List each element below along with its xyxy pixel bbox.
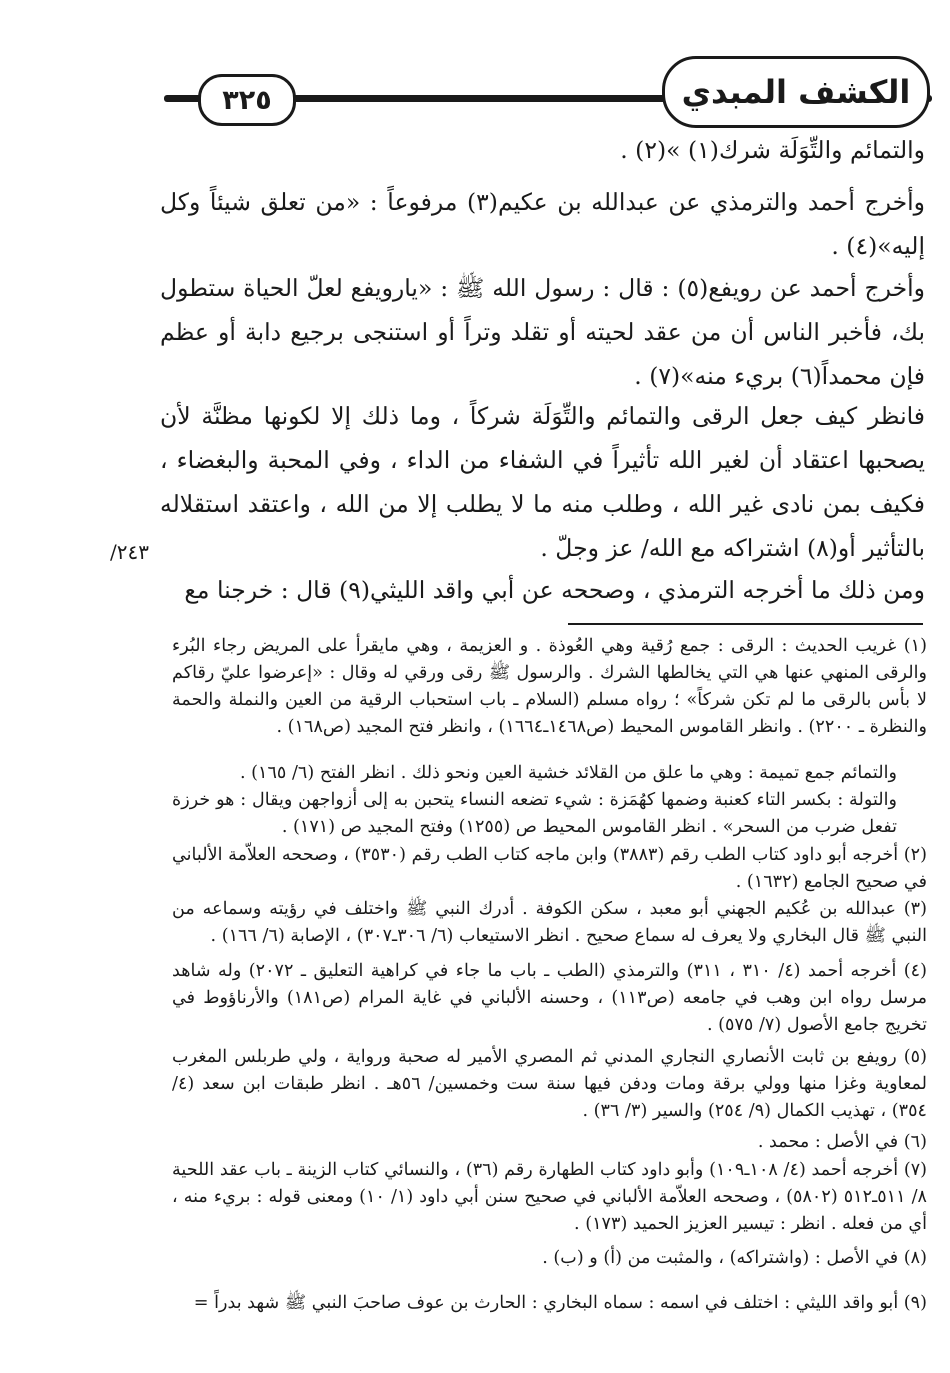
body-paragraph-5: ومن ذلك ما أخرجه الترمذي ، وصححه عن أبي واقد الليثي(٩) قال : خرجنا مع: [184, 576, 925, 604]
footnote-7: (٧) أخرجه أحمد (٤/ ١٠٨ـ١٠٩) وأبو داود كتاب الطهارة رقم (٣٦) ، والنسائي كتاب الزينة ـ باب عقد اللحية ٨/ ٥١١ـ٥١٢ (٥٨٠٢) ، وصححه العلاّمة الألباني في صحيح سنن أبي داود (١/ ١٠) ومعنى قوله : بريء منه ، أي من فعله . انظر : تيسير العزيز الحميد (١٧٣) .: [172, 1160, 928, 1234]
footnote-3: (٣) عبدالله بن عُكيم الجهني أبو معبد ، سكن الكوفة . أدرك النبي ﷺ واختلف في رؤيته وسماعه من النبي ﷺ قال البخاري ولا يعرف له سماع صحيح . انظر الاستيعاب (٦/ ٣٠٦ـ٣٠٧) ، الإصابة (٦/ ١٦٦) .: [172, 899, 927, 946]
footnote-8: (٨) في الأصل : (واشتراكه) ، والمثبت من (أ) و (ب) .: [542, 1248, 927, 1268]
body-paragraph-3: وأخرج أحمد عن رويفع(٥) : قال : رسول الله ﷺ : «يارويفع لعلّ الحياة ستطول بك، فأخبر الناس أن من عقد لحيته أو تقلد وتراً أو استنجى برجيع دابة أو عظم فإن محمداً(٦) بريء منه»(٧) .: [160, 274, 925, 390]
footnote-6: (٦) في الأصل : محمد .: [757, 1132, 927, 1152]
running-title: الكشف المبدي: [681, 73, 911, 111]
footnote-2: (٢) أخرجه أبو داود كتاب الطب رقم (٣٨٨٣) وابن ماجه كتاب الطب رقم (٣٥٣٠) ، وصححه العلاّمة الألباني في صحيح الجامع (١٦٣٢) .: [172, 845, 927, 892]
footnote-4: (٤) أخرجه أحمد (٤/ ٣١٠ ، ٣١١) والترمذي (الطب ـ باب ما جاء في كراهية التعليق ـ ٢٠٧٢) وله شاهد مرسل رواه ابن وهب في جامعه (ص١١٣) ، وحسنه الألباني في غاية المرام (ص١٨١) والأرناؤوط في تخريج جامع الأصول (٧/ ٥٧٥) .: [172, 961, 927, 1035]
page-number-badge: [198, 74, 296, 126]
footnote-1-tamaim: والتمائم جمع تميمة : وهي ما علق من القلائد خشية العين ونحو ذلك . انظر الفتح (٦/ ١٦٥) .: [239, 763, 897, 783]
page-number: ٣٢٥: [222, 84, 272, 116]
running-title-badge: [662, 56, 930, 128]
manuscript-folio-note: ٢٤٣/: [110, 540, 149, 564]
body-paragraph-4: فانظر كيف جعل الرقى والتمائم والتِّوَلَة شركاً ، وما ذلك إلا لكونها مظنَّة لأن يصحبها اعتقاد أن لغير الله تأثيراً في الشفاء من الداء ، وفي المحبة والبغضاء ، فكيف بمن نادى غير الله ، وطلب منه ما لا يطلب إلا من الله ، واعتقد استقلاله بالتأثير أو(٨) اشتراكه مع الله/ عز وجلّ .: [160, 402, 925, 562]
footnote-9: (٩) أبو واقد الليثي : اختلف في اسمه : سماه البخاري : الحارث بن عوف صاحبَ النبي ﷺ شهد بدراً =: [193, 1293, 927, 1313]
footnote-1: (١) غريب الحديث : الرقى : جمع رُقية وهي العُوذة . و العزيمة ، وهي مايقرأ على المريض رجاء البُرء والرقى المنهي عنها هي التي يخالطها الشرك . والرسول ﷺ رقى ورقي له وقال : «إعرضوا عليّ رقاكم لا بأس بالرقى ما لم تكن شركاً» ؛ رواه مسلم (السلام ـ باب استحباب الرقية من العين والنملة والحمة والنظرة ـ ٢٢٠٠) . وانظر القاموس المحيط (ص١٤٦٨ـ١٦٦٤) ، وانظر فتح المجيد (ص١٦٨) .: [172, 636, 927, 737]
body-paragraph-2: وأخرج أحمد والترمذي عن عبدالله بن عكيم(٣) مرفوعاً : «من تعلق شيئاً وكل إليه»(٤) .: [160, 188, 925, 260]
body-paragraph-1: والتمائم والتِّوَلَة شرك(١) »(٢) .: [620, 136, 925, 164]
footnote-1-tiwala: والتولة : بكسر التاء كعنبة وضمها كهُمَزة : شيء تضعه النساء يتحبن به إلى أزواجهن ويقال : هو خرزة تفعل ضرب من السحر» . انظر القاموس المحيط ص (١٢٥٥) وفتح المجيد ص (١٧١) .: [172, 790, 897, 837]
footnote-separator: [568, 623, 923, 625]
footnote-5: (٥) رويفع بن ثابت الأنصاري النجاري المدني ثم المصري الأمير له صحبة ورواية ، ولي طربلس المغرب لمعاوية وغزا منها وولي برقة ومات ودفن فيها سنة ست وخمسين/ ٥٦هـ . انظر طبقات ابن سعد (٤/ ٣٥٤) ، تهذيب الكمال (٩/ ٢٥٤) والسير (٣/ ٣٦) .: [172, 1047, 927, 1121]
header-rule-middle: [288, 95, 666, 102]
